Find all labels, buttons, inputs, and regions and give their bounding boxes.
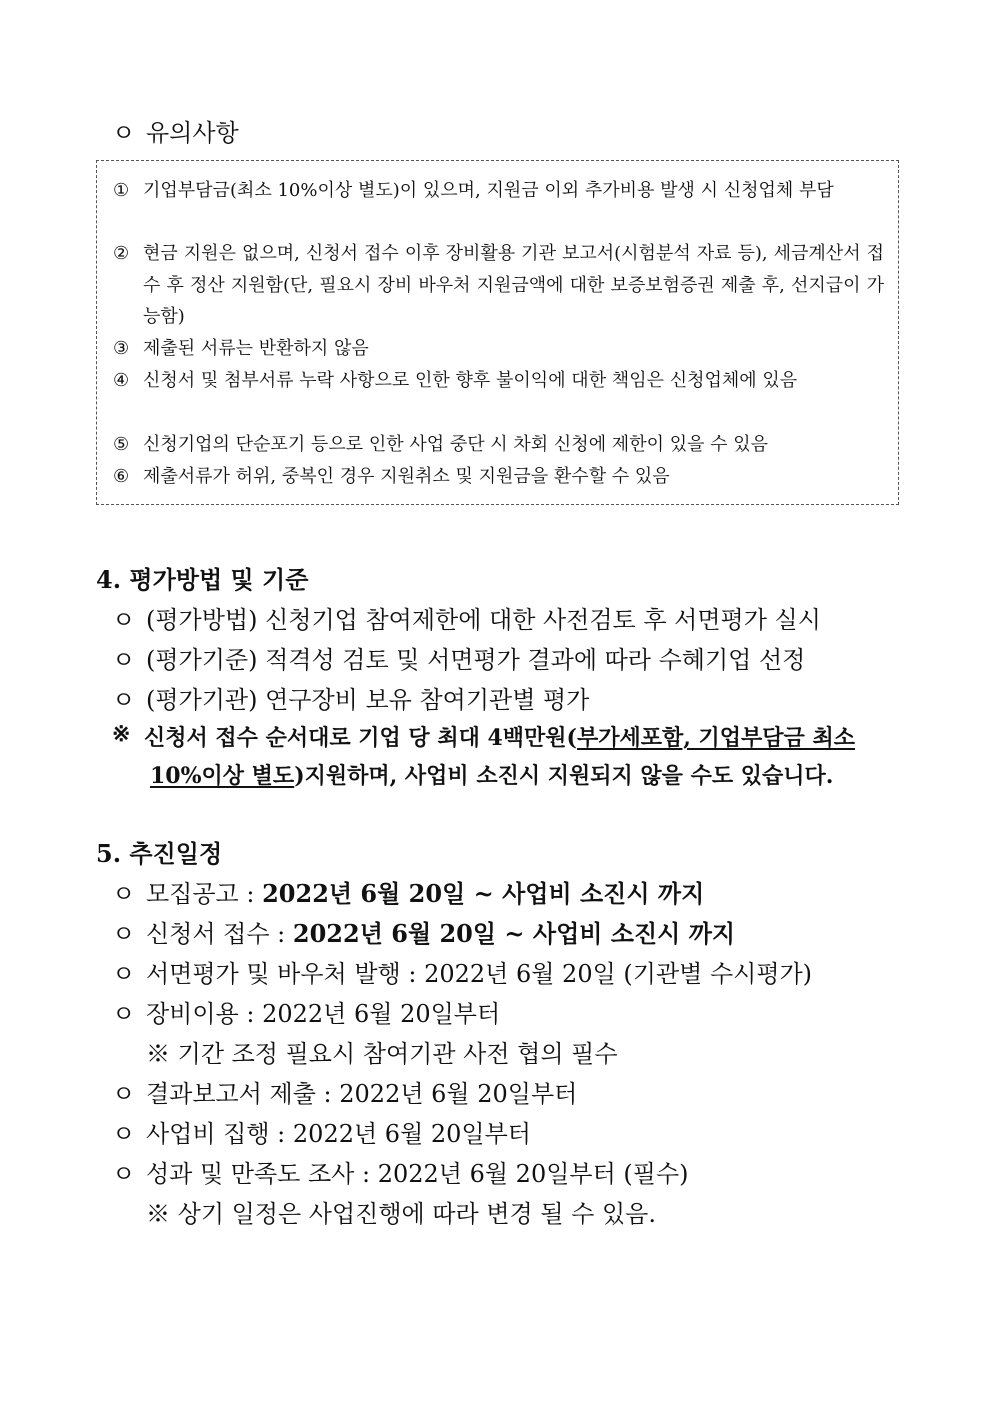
bullet: ㅇ — [112, 646, 136, 674]
bullet: ㅇ — [112, 920, 136, 948]
notice-box — [96, 160, 899, 505]
schedule-sub-note: ※ 기간 조정 필요시 참여기관 사전 협의 필수 — [146, 1040, 618, 1068]
item-number: ④ — [113, 370, 130, 391]
schedule-label: 결과보고서 제출 : — [146, 1080, 340, 1108]
notice-item-2 — [113, 238, 884, 333]
schedule-value: 2022년 6월 20일부터 — [339, 1080, 578, 1108]
note-underlined-1: 부가세포함, 기업부담금 최소 — [576, 725, 855, 751]
bullet: ㅇ — [112, 880, 136, 908]
notice-item-3 — [113, 333, 884, 365]
bullet: ㅇ — [112, 686, 136, 714]
bullet: ㅇ — [112, 1000, 136, 1028]
schedule-value: 2022년 6월 20일부터 — [262, 1000, 501, 1028]
item-text: (평가기관) 연구장비 보유 참여기관별 평가 — [146, 686, 590, 714]
item-number: ③ — [113, 338, 130, 359]
bullet: ㅇ — [112, 1080, 136, 1108]
note-part-1: 신청서 접수 순서대로 기업 당 최대 4백만원( — [144, 725, 577, 751]
bullet: ㅇ — [112, 606, 136, 634]
notice-item-1 — [113, 175, 884, 207]
item-number: ② — [113, 243, 130, 264]
item-text: (평가기준) 적격성 검토 및 서면평가 결과에 따라 수혜기업 선정 — [146, 646, 806, 674]
item-text: 현금 지원은 없으며, 신청서 접수 이후 장비활용 기관 보고서(시험분석 자료 등), 세금계산서 접수 후 정산 지원함(단, 필요시 장비 바우처 지원금액에 대한 보증보험증권 제출 후, 선지급이 가능함) — [143, 243, 884, 327]
bullet: ㅇ — [112, 960, 136, 988]
bullet: ㅇ — [112, 1160, 136, 1188]
bullet: ㅇ — [112, 1120, 136, 1148]
item-text: 제출된 서류는 반환하지 않음 — [143, 338, 369, 359]
schedule-value: 2022년 6월 20일부터 (필수) — [377, 1160, 689, 1188]
schedule-footnote: ※ 상기 일정은 사업진행에 따라 변경 될 수 있음. — [146, 1200, 656, 1228]
bullet: ㅇ — [112, 119, 136, 147]
schedule-value: 2022년 6월 20일 (기관별 수시평가) — [424, 960, 813, 988]
schedule-label: 서면평가 및 바우처 발행 : — [146, 960, 425, 988]
item-text: 제출서류가 허위, 중복인 경우 지원취소 및 지원금을 환수할 수 있음 — [143, 466, 670, 487]
notice-item-4 — [113, 365, 884, 397]
notice-heading-text: 유의사항 — [146, 119, 239, 147]
note-text — [144, 721, 855, 752]
item-text: 신청기업의 단순포기 등으로 인한 사업 중단 시 차회 신청에 제한이 있을 수 있음 — [143, 434, 769, 455]
item-number: ⑤ — [113, 434, 130, 455]
schedule-label: 모집공고 : — [146, 880, 263, 908]
item-number: ① — [113, 180, 130, 201]
schedule-value: 2022년 6월 20일 ~ 사업비 소진시 까지 — [292, 919, 736, 948]
note-underlined-2: 10%이상 별도 — [150, 763, 295, 789]
schedule-value: 2022년 6월 20일 ~ 사업비 소진시 까지 — [262, 879, 705, 908]
schedule-label: 사업비 집행 : — [146, 1120, 293, 1148]
schedule-label: 성과 및 만족도 조사 : — [146, 1160, 378, 1188]
item-number: ⑥ — [113, 466, 130, 487]
section-4-title: 4. 평가방법 및 기준 — [96, 565, 309, 594]
schedule-label: 장비이용 : — [146, 1000, 263, 1028]
schedule-value: 2022년 6월 20일부터 — [292, 1120, 531, 1148]
section-4-note-line-2 — [150, 759, 833, 790]
schedule-label: 신청서 접수 : — [146, 920, 293, 948]
notice-item-6 — [113, 461, 884, 493]
item-text: 신청서 및 첨부서류 누락 사항으로 인한 향후 불이익에 대한 책임은 신청업체에 있음 — [143, 370, 798, 391]
note-mark: ※ — [112, 721, 131, 747]
note-part-2: )지원하며, 사업비 소진시 지원되지 않을 수도 있습니다. — [294, 763, 834, 789]
notice-item-5 — [113, 429, 884, 461]
section-5-title: 5. 추진일정 — [96, 839, 223, 868]
item-text: 기업부담금(최소 10%이상 별도)이 있으며, 지원금 이외 추가비용 발생 시 신청업체 부담 — [143, 180, 834, 201]
item-text: (평가방법) 신청기업 참여제한에 대한 사전검토 후 서면평가 실시 — [146, 606, 821, 634]
